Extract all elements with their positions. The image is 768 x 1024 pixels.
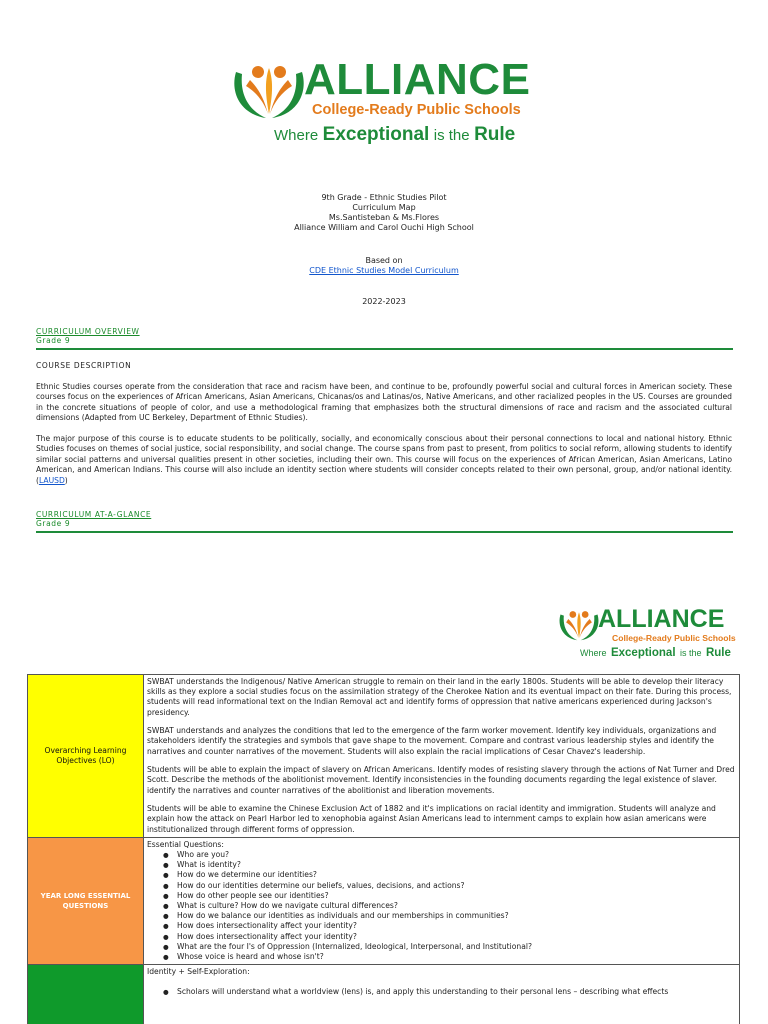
based-on-block bbox=[0, 256, 768, 276]
curriculum-table bbox=[27, 674, 740, 1024]
lausd-link[interactable]: LAUSD bbox=[38, 475, 65, 485]
curriculum-overview-grade: Grade 9 bbox=[36, 336, 71, 345]
alliance-people-icon bbox=[556, 606, 602, 642]
table-row-learning-objectives bbox=[28, 675, 739, 838]
list-item: ● What is identity? bbox=[163, 860, 736, 870]
eq-content-cell bbox=[144, 838, 739, 964]
curriculum-overview-heading bbox=[36, 327, 140, 345]
based-on-label: Based on bbox=[365, 256, 403, 265]
list-item: ● How does intersectionality affect your identity? bbox=[163, 921, 736, 931]
header-teachers-line: Ms.Santisteban & Ms.Flores bbox=[328, 213, 440, 222]
logo-subtitle: College-Ready Public Schools bbox=[612, 633, 736, 643]
tagline-exceptional: Exceptional bbox=[610, 647, 676, 659]
lo-paragraph: SWBAT understands and analyzes the conditions that led to the emergence of the farm worker movement. Identify key individuals, organizations and stakeholders identify the strategies and symbols that gave shape to the movement. Compare and contrast various leadership styles and identify the narratives and counter narratives of the movement. Students will also explain the racial implications of Cesar Chavez's leadership. bbox=[147, 726, 717, 756]
curriculum-glance-heading bbox=[36, 510, 151, 528]
lo-label-cell: Overarching Learning Objectives (LO) bbox=[28, 675, 144, 837]
para-2-text: The major purpose of this course is to educate students to be politically, socially, and economically conscious about their personal connections to local and national history. Ethnic Studies focuses on themes of social justice, social responsibility, and social change. The course spans from past to present, from politics to social reform, allowing students to identify similar social patterns and universal qualities present in other societies, including their own. This course will focus on the experiences of African American, Asian Americans, Latino American, and American Indians. This course will also include an identity section where students will consider concepts related to their own personal, group, and/or national identity. ( bbox=[36, 434, 732, 485]
curriculum-glance-title[interactable]: CURRICULUM AT-A-GLANCE bbox=[36, 510, 152, 519]
logo-tagline bbox=[274, 124, 515, 147]
logo-subtitle: College-Ready Public Schools bbox=[312, 102, 521, 118]
lo-content-cell bbox=[144, 675, 739, 837]
course-description-para-1: Ethnic Studies courses operate from the consideration that race and racism have been, and continue to be, profoundly powerful social and cultural forces in American society. These courses focus on the experiences of African Americans, Asian Americans, Chicanas/os and Latinas/os, Native Americans, and other racialized peoples in the US. Courses are grounded in the concrete situations of people of color, and use a methodological framing that emphasizes both the structural dimensions of race and racism and the associated cultural dimensions (Adapted from UC Berkeley, Department of Ethnic Studies). bbox=[36, 382, 732, 423]
unit-content-cell bbox=[144, 965, 739, 1024]
alliance-logo bbox=[228, 56, 548, 148]
list-item: ● How does intersectionality affect your identity? bbox=[163, 932, 736, 942]
unit-list bbox=[147, 987, 736, 997]
list-item: ● How do we balance our identities as individuals and our memberships in communities? bbox=[163, 911, 736, 921]
lo-paragraph: Students will be able to explain the impact of slavery on African Americans. Identify modes of resisting slavery through the actions of Nat Turner and Dred Scott. Describe the methods of the abolitionist movement. Identify inconsistencies in the founding documents regarding the legal existence of slaver. identify the narratives and counter narratives of the abolitionist and liberation movements. bbox=[147, 765, 735, 795]
tagline-isthe: is the bbox=[433, 127, 470, 144]
cde-curriculum-link[interactable]: CDE Ethnic Studies Model Curriculum bbox=[309, 266, 459, 275]
table-row-essential-questions bbox=[28, 838, 739, 965]
list-item: ● How do our identities determine our beliefs, values, decisions, and actions? bbox=[163, 881, 736, 891]
lo-paragraph: Students will be able to examine the Chinese Exclusion Act of 1882 and it's implications on racial identity and immigration. Students will analyze and explain how the attack on Pearl Harbor led to xenophobia against Asian Americans lead to internment camps to explain how asian americans were institutionalized through different forms of oppression. bbox=[147, 804, 716, 834]
unit-intro: Identity + Self-Exploration: bbox=[147, 967, 250, 977]
alliance-logo-small bbox=[556, 606, 736, 662]
list-item: ● Scholars will understand what a worldview (lens) is, and apply this understanding to their personal lens – describing what effects bbox=[163, 987, 736, 997]
tagline-rule: Rule bbox=[474, 124, 516, 145]
eq-list bbox=[147, 850, 736, 962]
logo-tagline bbox=[580, 645, 731, 660]
list-item: ● Whose voice is heard and whose isn't? bbox=[163, 952, 736, 962]
eq-label-cell: YEAR LONG ESSENTIAL QUESTIONS bbox=[28, 838, 144, 964]
eq-intro: Essential Questions: bbox=[147, 839, 224, 849]
unit-label-cell bbox=[28, 965, 144, 1024]
lo-paragraph: SWBAT understands the Indigenous/ Native American struggle to remain on their land in the early 1800s. Students will be able to develop their literacy skills as they explore a social studies focus on the assimilation strategy of the Cherokee Nation and its eventual impact on their fate. During this process, students will read informational text on the Indian Removal act and identify forms of oppression that native americans experienced during Jackson's presidency. bbox=[147, 677, 732, 717]
header-school-line: Alliance William and Carol Ouchi High School bbox=[294, 223, 474, 232]
table-row-units bbox=[28, 965, 739, 1024]
alliance-people-icon bbox=[228, 58, 310, 120]
list-item: ● How do we determine our identities? bbox=[163, 870, 736, 880]
section-divider bbox=[36, 531, 733, 533]
list-item: ● What is culture? How do we navigate cultural differences? bbox=[163, 901, 736, 911]
curriculum-glance-grade: Grade 9 bbox=[36, 519, 71, 528]
list-item: ● Who are you? bbox=[163, 850, 736, 860]
para-2-end: ) bbox=[64, 475, 68, 485]
logo-wordmark: ALLIANCE bbox=[304, 55, 531, 104]
school-year: 2022-2023 bbox=[362, 297, 406, 306]
course-description-para-2 bbox=[36, 434, 732, 486]
tagline-exceptional: Exceptional bbox=[322, 124, 430, 145]
header-grade-line: 9th Grade - Ethnic Studies Pilot bbox=[321, 193, 447, 202]
tagline-where: Where bbox=[274, 127, 319, 144]
course-description-label: COURSE DESCRIPTION bbox=[36, 361, 132, 370]
tagline-rule: Rule bbox=[705, 647, 731, 659]
logo-wordmark: ALLIANCE bbox=[598, 605, 725, 633]
header-map-line: Curriculum Map bbox=[352, 203, 416, 212]
curriculum-overview-title[interactable]: CURRICULUM OVERVIEW bbox=[36, 327, 140, 336]
list-item: ● How do other people see our identities? bbox=[163, 891, 736, 901]
document-header bbox=[0, 193, 768, 233]
section-divider bbox=[36, 348, 733, 350]
list-item: ● What are the four I's of Oppression (Internalized, Ideological, Interpersonal, and Institutional? bbox=[163, 942, 736, 952]
tagline-isthe: is the bbox=[679, 648, 702, 658]
tagline-where: Where bbox=[580, 648, 607, 658]
